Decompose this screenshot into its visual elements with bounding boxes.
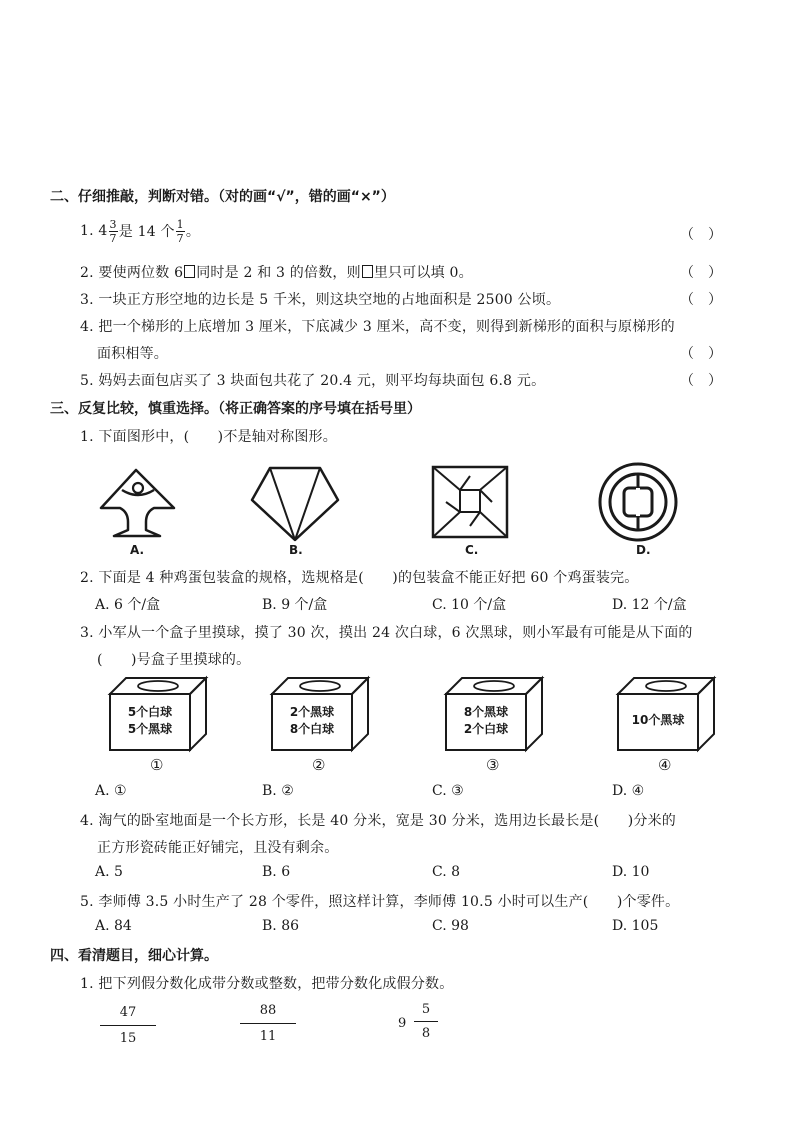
item-text: 把下列假分数化成带分数或整数，把带分数化成假分数。 <box>98 976 454 992</box>
fraction-bar <box>240 1023 296 1024</box>
figure-d-caption: D. <box>636 543 651 557</box>
q3-option-a[interactable]: A. ① <box>95 783 127 799</box>
ball-box-1 <box>108 676 208 752</box>
box-line-2: 2个白球 <box>463 722 509 736</box>
fraction-bar <box>414 1021 438 1022</box>
fraction-denominator: 7 <box>176 231 184 245</box>
fraction-denominator: 8 <box>421 1026 431 1041</box>
box-label-1: ① <box>150 756 164 774</box>
q2-option-d[interactable]: D. 12 个/盒 <box>612 597 687 613</box>
fraction-bar <box>100 1025 156 1026</box>
item-number: 4. <box>80 319 94 335</box>
item-number: 4. <box>80 813 94 829</box>
box-line-1: 2个黑球 <box>289 705 335 719</box>
box-line-2: 5个黑球 <box>127 722 173 736</box>
fraction-denominator: 7 <box>109 231 117 245</box>
item-number: 2. <box>80 265 94 281</box>
q5-option-c[interactable]: C. 98 <box>432 918 469 934</box>
item-number: 1. <box>80 429 94 445</box>
figure-c-pinwheel-square <box>432 466 508 538</box>
q4-option-c[interactable]: C. 8 <box>432 864 461 880</box>
item-text-end: 。 <box>185 224 201 240</box>
box-line-1: 8个黑球 <box>463 705 509 719</box>
q3-option-b[interactable]: B. ② <box>262 783 294 799</box>
judge-item-4-cont: 面积相等。 <box>97 346 168 362</box>
fraction-numerator: 5 <box>421 1002 431 1017</box>
q3-option-d[interactable]: D. ④ <box>612 783 645 799</box>
answer-blank-4[interactable]: （ ） <box>680 346 722 362</box>
fraction-denominator: 11 <box>259 1029 277 1044</box>
item-text: 李师傅 3.5 小时生产了 28 个零件，照这样计算，李师傅 10.5 小时可以生产( )个零件。 <box>98 894 680 910</box>
choice-q4-cont: 正方形瓷砖能正好铺完，且没有剩余。 <box>97 840 339 856</box>
answer-blank-2[interactable]: （ ） <box>680 265 722 281</box>
item-text: 里只可以填 0。 <box>373 265 473 281</box>
item-text: 下面图形中，( )不是轴对称图形。 <box>98 429 337 445</box>
box-line-2: 8个白球 <box>289 722 335 736</box>
figure-d-bank-logo <box>596 462 680 542</box>
blank-square-icon <box>184 265 195 278</box>
item-text: 要使两位数 6 <box>98 265 184 281</box>
item-text: 小军从一个盒子里摸球，摸了 30 次，摸出 24 次白球，6 次黑球，则小军最有可能是从下面的 <box>98 625 693 641</box>
fraction-denominator: 15 <box>119 1031 137 1046</box>
figure-c-caption: C. <box>465 543 479 557</box>
q3-option-c[interactable]: C. ③ <box>432 783 464 799</box>
figure-a-arrow-shape <box>98 468 178 540</box>
q4-option-a[interactable]: A. 5 <box>95 864 123 880</box>
judge-item-5 <box>80 370 545 390</box>
item-text: 一块正方形空地的边长是 5 千米，则这块空地的占地面积是 2500 公顷。 <box>98 292 561 308</box>
item-text: 同时是 2 和 3 的倍数，则 <box>196 265 361 281</box>
q2-option-b[interactable]: B. 9 个/盒 <box>262 597 328 613</box>
fraction-numerator: 1 <box>176 217 184 231</box>
choice-q4 <box>80 810 676 830</box>
figure-b-caption: B. <box>289 543 303 557</box>
fraction-item-1 <box>100 1005 156 1051</box>
figure-b-fan-shape <box>250 466 340 542</box>
choice-q2 <box>80 567 638 587</box>
ball-box-4 <box>616 676 716 752</box>
box-line-1: 5个白球 <box>127 705 173 719</box>
item-text: 是 14 个 <box>118 224 175 240</box>
box-label-2: ② <box>312 756 326 774</box>
fraction <box>109 219 118 244</box>
fraction-numerator: 47 <box>119 1005 137 1020</box>
box-label-3: ③ <box>486 756 500 774</box>
section2-title: 二、仔细推敲，判断对错。（对的画“√”，错的画“×”） <box>50 189 395 205</box>
item-text: 淘气的卧室地面是一个长方形，长是 40 分米，宽是 30 分米，选用边长最长是( )分米的 <box>98 813 676 829</box>
item-number: 3. <box>80 292 94 308</box>
q5-option-a[interactable]: A. 84 <box>95 918 132 934</box>
q2-option-c[interactable]: C. 10 个/盒 <box>432 597 507 613</box>
answer-blank-1[interactable]: （ ） <box>680 227 722 243</box>
choice-q3 <box>80 622 693 642</box>
section3-title: 三、反复比较，慎重选择。（将正确答案的序号填在括号里） <box>50 401 421 417</box>
q5-option-d[interactable]: D. 105 <box>612 918 659 934</box>
choice-q3-cont: ( )号盒子里摸球的。 <box>97 652 251 668</box>
calc-q1 <box>80 973 453 993</box>
ball-box-2 <box>270 676 370 752</box>
choice-q5 <box>80 891 679 911</box>
item-text: 把一个梯形的上底增加 3 厘米，下底减少 3 厘米，高不变，则得到新梯形的面积与原梯形的 <box>98 319 675 335</box>
mixed-whole: 9 <box>398 1016 407 1031</box>
fraction-numerator: 88 <box>259 1003 277 1018</box>
blank-square-icon <box>362 265 373 278</box>
item-number: 1. <box>80 223 94 239</box>
box-label-4: ④ <box>658 756 672 774</box>
item-number: 2. <box>80 570 94 586</box>
answer-blank-5[interactable]: （ ） <box>680 373 722 389</box>
fraction-item-2 <box>240 1003 296 1049</box>
item-number: 1. <box>80 976 94 992</box>
q2-option-a[interactable]: A. 6 个/盒 <box>95 597 161 613</box>
section4-title: 四、看清题目，细心计算。 <box>50 948 218 964</box>
q4-option-d[interactable]: D. 10 <box>612 864 650 880</box>
choice-q1 <box>80 426 337 446</box>
item-text: 妈妈去面包店买了 3 块面包共花了 20.4 元，则平均每块面包 6.8 元。 <box>98 373 546 389</box>
q4-option-b[interactable]: B. 6 <box>262 864 291 880</box>
item-text: 下面是 4 种鸡蛋包装盒的规格，选规格是( )的包装盒不能正好把 60 个鸡蛋装完。 <box>98 570 639 586</box>
box-line-1: 10个黑球 <box>631 713 685 727</box>
judge-item-1 <box>80 218 200 244</box>
item-number: 5. <box>80 894 94 910</box>
judge-item-3 <box>80 289 560 309</box>
fraction <box>176 219 185 244</box>
ball-box-3 <box>444 676 544 752</box>
item-number: 3. <box>80 625 94 641</box>
item-number: 5. <box>80 373 94 389</box>
figure-a-caption: A. <box>130 543 145 557</box>
q5-option-b[interactable]: B. 86 <box>262 918 300 934</box>
fraction-numerator: 3 <box>109 217 117 231</box>
judge-item-2 <box>80 262 473 282</box>
mixed-whole: 4 <box>98 223 108 239</box>
judge-item-4 <box>80 316 675 336</box>
fraction-item-3 <box>398 1002 448 1048</box>
answer-blank-3[interactable]: （ ） <box>680 292 722 308</box>
